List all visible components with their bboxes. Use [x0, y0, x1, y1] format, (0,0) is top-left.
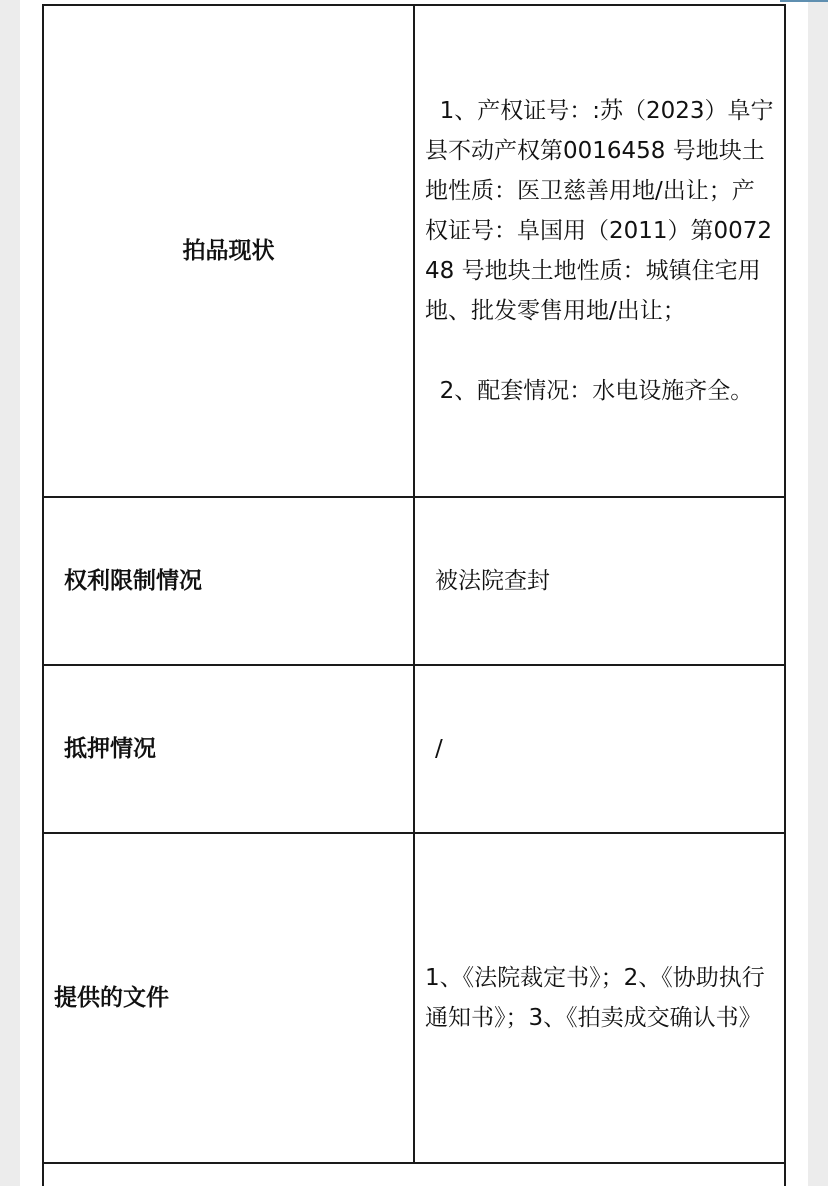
- paragraph-gap: [425, 331, 776, 371]
- facilities-text: 2、配套情况：水电设施齐全。: [425, 378, 754, 404]
- row-value-item-status: [414, 5, 785, 497]
- row-value-documents: 1、《法院裁定书》；2、《协助执行通知书》；3、《拍卖成交确认书》: [414, 833, 785, 1163]
- property-certificate-text: 1、产权证号：:苏（2023）阜宁县不动产权第0016458 号地块土地性质：医卫慈善用地/出让；产权证号：阜国用（2011）第007248 号地块土地性质：城镇住宅用地、批发零售用地/出让；: [425, 98, 774, 324]
- row-value-mortgage: /: [414, 665, 785, 833]
- row-label-item-status: 拍品现状: [43, 5, 414, 497]
- row-label-rights-restriction: 权利限制情况: [43, 497, 414, 665]
- row-label-documents: 提供的文件: [43, 833, 414, 1163]
- top-accent-line: [780, 0, 828, 2]
- right-page-margin: [808, 0, 828, 1186]
- auction-info-table: [42, 4, 786, 1186]
- next-row-partial: [43, 1163, 785, 1186]
- table-row: [43, 5, 785, 497]
- table-row: [43, 497, 785, 665]
- row-value-rights-restriction: 被法院查封: [414, 497, 785, 665]
- table-row: [43, 1163, 785, 1186]
- left-page-margin: [0, 0, 20, 1186]
- table-row: [43, 665, 785, 833]
- table-row: [43, 833, 785, 1163]
- row-label-mortgage: 抵押情况: [43, 665, 414, 833]
